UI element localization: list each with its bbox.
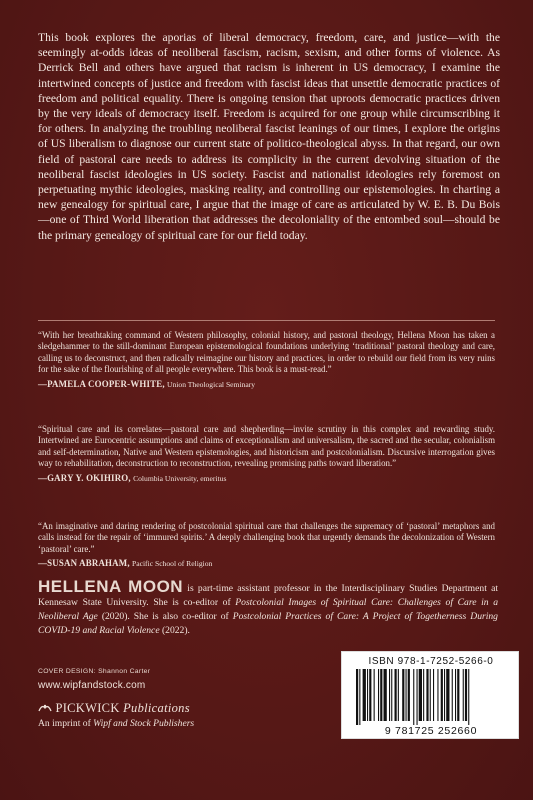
barcode-bar: [380, 669, 382, 721]
barcode-bar: [391, 669, 392, 721]
endorser-name: —SUSAN ABRAHAM,: [38, 558, 130, 569]
author-name: HELLENA MOON: [38, 577, 184, 596]
endorsement-quote: “An imaginative and daring rendering of postcolonial spiritual care that challenges the supremacy of ‘pastoral’ metaphors and calls instead for the repair of ‘immured spirits.’ A deeply challenging book that urgently demands the decolonization of Western ‘pastoral’ care.”: [38, 521, 495, 554]
author-bio: [38, 577, 498, 638]
imprint-prefix: An imprint of: [38, 718, 94, 729]
imprint-line: [38, 718, 194, 729]
bio-text: is part-time assistant professor in the Interdisciplinary Studies Department at Kennesaw State University. She is co-editor of: [38, 583, 498, 608]
publisher-emblem-icon: [38, 703, 52, 713]
endorser: [38, 558, 495, 569]
barcode-bar: [359, 669, 360, 725]
main-blurb: This book explores the aporias of liberal democracy, freedom, care, and justice—with the seemingly at-odds ideas of neoliberal fascism, racism, sexism, and other forms of violence. As Derrick Bell and others have argued that racism is inherent in US democracy, I examine the intertwined concepts of justice and freedom with fascist ideas that unsettle democratic practices of freedom and political equality. There is ongoing tension that uproots democratic practices driven by the very ideals of democracy itself. Freedom is acquired for one group while circumscribing it for others. In analyzing the troubling neoliberal fascist leanings of our times, I explore the origins of US liberalism to diagnose our current state of politico-theological abyss. In that regard, our own field of pastoral care needs to address its complicity in the current devolving situation of the neoliberal fascist ideologies in US society. Fascist and nationalist ideologies rely foremost on perpetuating mythic ideologies, masking reality, and controlling our epistemologies. In charting a new genealogy for spiritual care, I argue that the image of care as articulated by W. E. B. Du Bois—one of Third World liberation that addresses the decoloniality of the entombed soul—should be the primary genealogy of spiritual care for our field today.: [38, 31, 500, 242]
endorser-affiliation: Pacific School of Religion: [131, 559, 213, 569]
barcode-bar: [465, 669, 467, 721]
barcode-bar: [406, 669, 407, 721]
barcode-bar: [455, 669, 456, 721]
endorser-affiliation: Union Theological Seminary: [167, 379, 256, 389]
barcode-bar: [413, 669, 414, 725]
endorser: [38, 379, 495, 390]
publisher-name-italic: Publications: [123, 701, 190, 715]
endorser-affiliation: Columbia University, emeritus: [133, 473, 227, 483]
barcode-bar: [408, 669, 410, 721]
barcode-bar: [441, 669, 443, 721]
endorser-name: —PAMELA COOPER-WHITE,: [38, 378, 165, 389]
barcode-bar: [374, 669, 375, 721]
barcode-bar: [452, 669, 453, 721]
endorser-name: —GARY Y. OKIHIRO,: [38, 472, 131, 483]
endorsement-quote: “Spiritual care and its correlates—pastoral care and shepherding—invite scrutiny in this complex and rewarding study. Intertwined are Eurocentric assumptions and claims of exceptionalism and universalism, the sacred and the secular, colonialism and self-determination, Native and Western epistemologies, and historicism and postcolonialism. Discursive interrogation gives way to rehabilitation, deconstruction to reconstruction, revealing promising paths toward liberation.”: [38, 424, 495, 469]
book-title: Postcolonial Images of Spiritual Care: Challenges of Care in a Neoliberal Age: [38, 597, 498, 622]
barcode-bar: [433, 669, 434, 721]
barcode-bar: [437, 669, 438, 721]
barcode-bar: [417, 669, 418, 725]
isbn-label: ISBN 978-1-7252-5266-0: [368, 656, 494, 667]
barcode-bar: [419, 669, 422, 721]
imprint-publisher: Wipf and Stock Publishers: [93, 718, 195, 729]
barcode-bar: [369, 669, 371, 721]
endorsement-quote: “With her breathtaking command of Western philosophy, colonial history, and pastoral theology, Hellena Moon has taken a sledgehammer to the still-dominant European epistemological foundations underlying ‘traditional’ pastoral theology and care, calling us to deconstruct, and then radically reimagine our history and practices, in order to rebuild our field from its very ruins for the sake of the flourishing of all people everywhere. This book is a must-read.”: [38, 330, 495, 375]
barcode-bar: [389, 669, 390, 721]
barcode-bar: [384, 669, 387, 721]
barcode-bar: [367, 669, 368, 721]
barcode-bar: [378, 669, 379, 721]
barcode-bar: [363, 669, 366, 721]
barcode-bar: [457, 669, 459, 721]
publisher-website: www.wipfandstock.com: [38, 680, 146, 691]
barcode-bar: [446, 669, 449, 721]
barcode-bar: [402, 669, 404, 721]
barcode-icon: [352, 669, 510, 725]
endorsement-cooper-white: [38, 330, 495, 390]
publisher-name: [55, 701, 189, 715]
endorsement-okihiro: [38, 424, 495, 484]
barcode-bar: [426, 669, 428, 721]
barcode-bar: [398, 669, 399, 721]
endorsement-abraham: [38, 521, 495, 570]
publisher-name-caps: PICKWICK: [55, 701, 120, 715]
barcode-bar: [463, 669, 464, 721]
barcode-bar: [468, 669, 469, 725]
book-title: Postcolonial Practices of Care: A Project of Togetherness During COVID-19 and Racial Violence: [38, 611, 498, 636]
isbn-barcode: [341, 651, 519, 739]
bio-text: (2022).: [159, 625, 190, 636]
section-divider: [38, 320, 495, 321]
publisher-logo: [38, 701, 190, 716]
barcode-bar: [356, 669, 358, 725]
endorser: [38, 473, 495, 484]
barcode-bar: [444, 669, 445, 721]
cover-design-credit: COVER DESIGN: Shannon Carter: [38, 668, 151, 675]
barcode-bar: [430, 669, 431, 721]
barcode-bar: [423, 669, 424, 721]
bio-text: (2020). She is also co-editor of: [97, 611, 233, 622]
barcode-bar: [395, 669, 397, 721]
barcode-digits: 9 781725 252660: [384, 725, 478, 737]
